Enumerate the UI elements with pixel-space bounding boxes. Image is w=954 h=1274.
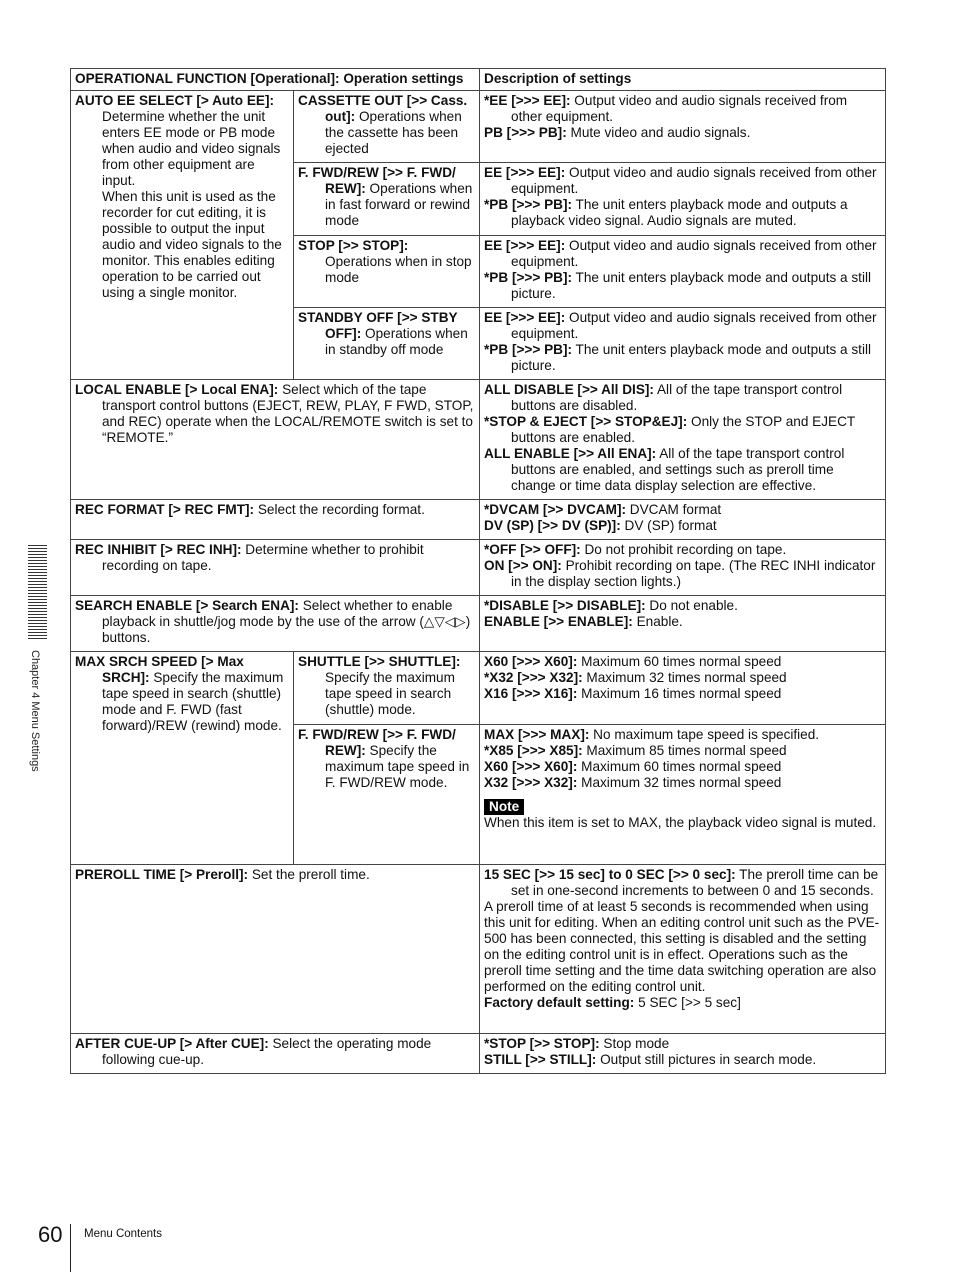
setting-text: [75, 382, 475, 446]
setting-label: *DVCAM [>> DVCAM]:: [484, 502, 626, 517]
setting-text: Output still pictures in search mode.: [596, 1052, 817, 1067]
table-row: [71, 1034, 886, 1074]
setting-text: Stop mode: [599, 1036, 670, 1051]
description-cell: [480, 91, 886, 163]
table-header-row: [71, 69, 886, 91]
header-cell-right: [480, 69, 886, 91]
setting-text: Maximum 16 times normal speed: [577, 686, 782, 701]
setting-label: 15 SEC [>> 15 sec] to 0 SEC [>> 0 sec]:: [484, 867, 736, 882]
setting-label: ON [>> ON]:: [484, 558, 562, 573]
setting-label: EE [>>> EE]:: [484, 238, 566, 253]
setting-text: Do not prohibit recording on tape.: [580, 542, 787, 557]
setting-text: Operations when in standby off mode: [325, 326, 468, 357]
sub-setting-cell: [294, 725, 480, 865]
setting-label: REC FORMAT [> REC FMT]:: [75, 502, 255, 517]
setting-text: [75, 502, 475, 518]
setting-label: SEARCH ENABLE [> Search ENA]:: [75, 598, 299, 613]
auto-ee-cell: [71, 91, 294, 380]
setting-label: *STOP & EJECT [>> STOP&EJ]:: [484, 414, 688, 429]
setting-text: DVCAM format: [626, 502, 722, 517]
description-cell: [480, 380, 886, 500]
setting-label: ALL DISABLE [>> All DIS]:: [484, 382, 654, 397]
setting-label: PREROLL TIME [> Preroll]:: [75, 867, 249, 882]
factory-default: [484, 995, 881, 1011]
setting-text: Specify the maximum tape speed in F. FWD/REW mode.: [325, 743, 470, 790]
setting-text: Determine whether the unit enters EE mode or PB mode when audio and video signals from other equipment are input.: [102, 109, 281, 188]
setting-text: [484, 542, 881, 558]
setting-cell: [71, 540, 480, 596]
setting-text: Maximum 85 times normal speed: [582, 743, 787, 758]
setting-text: [484, 446, 881, 494]
setting-label: ALL ENABLE [>> All ENA]:: [484, 446, 657, 461]
setting-text: [75, 542, 475, 574]
setting-text: [484, 1036, 881, 1052]
setting-text: [75, 93, 289, 189]
setting-text: [298, 727, 475, 791]
setting-label: X60 [>>> X60]:: [484, 759, 578, 774]
note-badge: Note: [484, 799, 524, 815]
max-srch-cell: [71, 652, 294, 865]
setting-text: [484, 270, 881, 302]
setting-text: [484, 727, 881, 743]
setting-label: *X85 [>>> X85]:: [484, 743, 583, 758]
description-cell: [480, 725, 886, 865]
setting-text: [298, 310, 475, 358]
setting-text: [484, 93, 881, 125]
setting-text: [484, 518, 881, 534]
setting-text: Do not enable.: [645, 598, 738, 613]
table-row: [71, 865, 886, 1034]
chapter-side-label: Chapter 4 Menu Settings: [29, 650, 41, 772]
setting-text: [298, 165, 475, 229]
setting-label: PB [>>> PB]:: [484, 125, 567, 140]
setting-text: The unit enters playback mode and outputs a playback video signal. Audio signals are muted.: [511, 197, 848, 228]
setting-label: MAX [>>> MAX]:: [484, 727, 590, 742]
setting-text: Output video and audio signals received from other equipment.: [511, 165, 877, 196]
sub-setting-cell: [294, 308, 480, 380]
setting-cell: [71, 596, 480, 652]
setting-text: Operations when in fast forward or rewind mode: [325, 181, 473, 228]
setting-cell: [71, 865, 480, 1034]
chapter-tab-marker: [28, 545, 47, 640]
setting-text: [484, 502, 881, 518]
setting-text: When this unit is used as the recorder for cut editing, it is possible to output the input audio and video signals to the monitor. This enables editing operation to be carried out using a single monitor.: [102, 189, 282, 300]
setting-text: Maximum 60 times normal speed: [577, 759, 782, 774]
setting-text: Select whether to enable playback in shuttle/jog mode by the use of the arrow (△▽◁▷) buttons.: [102, 598, 471, 645]
setting-label: *PB [>>> PB]:: [484, 342, 573, 357]
setting-text: [484, 614, 881, 630]
setting-text: Output video and audio signals received from other equipment.: [511, 310, 877, 341]
setting-label: X32 [>>> X32]:: [484, 775, 578, 790]
setting-text: [75, 654, 289, 734]
table-row: [71, 500, 886, 540]
setting-cell: [71, 500, 480, 540]
setting-label: STOP [>> STOP]:: [298, 238, 409, 253]
table-row: [71, 91, 886, 163]
setting-text: Select the recording format.: [254, 502, 425, 517]
table-row: [71, 540, 886, 596]
description-cell: [480, 308, 886, 380]
setting-text: [75, 598, 475, 646]
setting-text: 5 SEC [>> 5 sec]: [634, 995, 741, 1010]
setting-label: EE [>>> EE]:: [484, 310, 566, 325]
description-cell: [480, 163, 886, 236]
setting-text: [484, 686, 881, 702]
description-cell: [480, 596, 886, 652]
setting-text: [298, 93, 475, 157]
setting-text: Specify the maximum tape speed in search (shuttle) mode.: [325, 670, 455, 717]
setting-label: *EE [>>> EE]:: [484, 93, 571, 108]
description-cell: [480, 500, 886, 540]
setting-text: [484, 598, 881, 614]
sub-setting-cell: [294, 163, 480, 236]
setting-text: Select the operating mode following cue-up.: [102, 1036, 432, 1067]
setting-text: [484, 165, 881, 197]
setting-text: Select which of the tape transport control buttons (EJECT, REW, PLAY, F FWD, STOP, and REC) operate when the LOCAL/REMOTE switch is set to “REMOTE.”: [102, 382, 474, 445]
header-cell-left: [71, 69, 480, 91]
setting-text: The unit enters playback mode and outputs a still picture.: [511, 270, 872, 301]
setting-text: The preroll time can be set in one-second increments to between 0 and 15 seconds.: [511, 867, 879, 898]
setting-text: Operations when the cassette has been ejected: [325, 109, 462, 156]
sub-setting-cell: [294, 91, 480, 163]
setting-text: [484, 670, 881, 686]
setting-text: [298, 238, 475, 286]
setting-text: Set the preroll time.: [248, 867, 370, 882]
setting-label: X16 [>>> X16]:: [484, 686, 578, 701]
setting-label: Description of settings: [484, 71, 632, 86]
setting-cell: [71, 380, 480, 500]
setting-label: *DISABLE [>> DISABLE]:: [484, 598, 646, 613]
setting-label: CASSETTE OUT [>> Cass. out]:: [298, 93, 468, 124]
setting-text: Maximum 32 times normal speed: [577, 775, 782, 790]
setting-text: Only the STOP and EJECT buttons are enabled.: [511, 414, 855, 445]
setting-text: Maximum 60 times normal speed: [577, 654, 782, 669]
setting-label: STANDBY OFF [>> STBY OFF]:: [298, 310, 458, 341]
setting-text: Mute video and audio signals.: [566, 125, 751, 140]
setting-label: OPERATIONAL FUNCTION [Operational]: Operation settings: [75, 71, 464, 86]
description-cell: [480, 1034, 886, 1074]
setting-text: [75, 1036, 475, 1068]
setting-text: No maximum tape speed is specified.: [589, 727, 820, 742]
setting-label: *X32 [>>> X32]:: [484, 670, 583, 685]
setting-text: Output video and audio signals received from other equipment.: [511, 238, 877, 269]
page-number: 60: [38, 1222, 63, 1247]
setting-label: REC INHIBIT [> REC INH]:: [75, 542, 242, 557]
setting-label: ENABLE [>> ENABLE]:: [484, 614, 633, 629]
setting-text: All of the tape transport control buttons are disabled.: [511, 382, 843, 413]
setting-label: LOCAL ENABLE [> Local ENA]:: [75, 382, 279, 397]
setting-text: Operations when in stop mode: [325, 254, 472, 285]
setting-text: [484, 310, 881, 342]
setting-label: SHUTTLE [>> SHUTTLE]:: [298, 654, 461, 669]
setting-text: The unit enters playback mode and outputs a still picture.: [511, 342, 872, 373]
setting-label: *STOP [>> STOP]:: [484, 1036, 600, 1051]
setting-text: [484, 125, 881, 141]
description-cell: [480, 236, 886, 308]
setting-text: [298, 654, 475, 718]
setting-cell: [71, 1034, 480, 1074]
setting-text: [484, 414, 881, 446]
setting-text: [484, 197, 881, 229]
setting-text: [484, 1052, 881, 1068]
setting-label: Factory default setting:: [484, 995, 635, 1010]
setting-text: Maximum 32 times normal speed: [582, 670, 787, 685]
setting-label: DV (SP) [>> DV (SP)]:: [484, 518, 621, 533]
setting-text: [484, 238, 881, 270]
setting-text: [484, 382, 881, 414]
setting-text: [484, 558, 881, 590]
setting-label: EE [>>> EE]:: [484, 165, 566, 180]
setting-label: AFTER CUE-UP [> After CUE]:: [75, 1036, 269, 1051]
footer-divider: [70, 1224, 71, 1272]
setting-label: MAX SRCH SPEED [> Max SRCH]:: [75, 654, 244, 685]
setting-label: *OFF [>> OFF]:: [484, 542, 581, 557]
table-row: [71, 652, 886, 725]
sub-setting-cell: [294, 236, 480, 308]
setting-label: STILL [>> STILL]:: [484, 1052, 597, 1067]
setting-label: F. FWD/REW [>> F. FWD/ REW]:: [298, 727, 456, 758]
setting-text: Determine whether to prohibit recording on tape.: [102, 542, 424, 573]
setting-text: Output video and audio signals received from other equipment.: [511, 93, 848, 124]
setting-label: X60 [>>> X60]:: [484, 654, 578, 669]
description-cell: [480, 652, 886, 725]
preroll-paragraph: A preroll time of at least 5 seconds is recommended when using this unit for editing. When an editing control unit such as the PVE-500 has been connected, this setting is disabled and the setting on the editing control unit is in effect. Operations such as the preroll time setting and the time data switching operation are also performed on the editing control unit.: [484, 899, 880, 994]
operational-settings-table: [70, 68, 886, 1074]
setting-text: Specify the maximum tape speed in search (shuttle) mode and F. FWD (fast forward)/REW (rewind) mode.: [102, 670, 284, 733]
setting-text: DV (SP) format: [620, 518, 717, 533]
setting-label: *PB [>>> PB]:: [484, 270, 573, 285]
note-text: When this item is set to MAX, the playback video signal is muted.: [484, 815, 877, 830]
setting-label: *PB [>>> PB]:: [484, 197, 573, 212]
footer-section-label: Menu Contents: [84, 1228, 162, 1240]
setting-text: [484, 759, 881, 775]
setting-text: [484, 867, 881, 899]
setting-text: [484, 743, 881, 759]
setting-text: [484, 342, 881, 374]
setting-text: Enable.: [632, 614, 683, 629]
table-row: [71, 596, 886, 652]
description-cell: [480, 865, 886, 1034]
setting-label: F. FWD/REW [>> F. FWD/ REW]:: [298, 165, 456, 196]
sub-setting-cell: [294, 652, 480, 725]
table-row: [71, 380, 886, 500]
setting-text: All of the tape transport control buttons are enabled, and settings such as preroll time change or time data display selection are effective.: [511, 446, 845, 493]
setting-text: [484, 654, 881, 670]
description-cell: [480, 540, 886, 596]
setting-text: [484, 775, 881, 791]
setting-label: AUTO EE SELECT [> Auto EE]:: [75, 93, 275, 108]
setting-text: Prohibit recording on tape. (The REC INHI indicator in the display section lights.): [511, 558, 876, 589]
setting-text: [75, 867, 475, 883]
